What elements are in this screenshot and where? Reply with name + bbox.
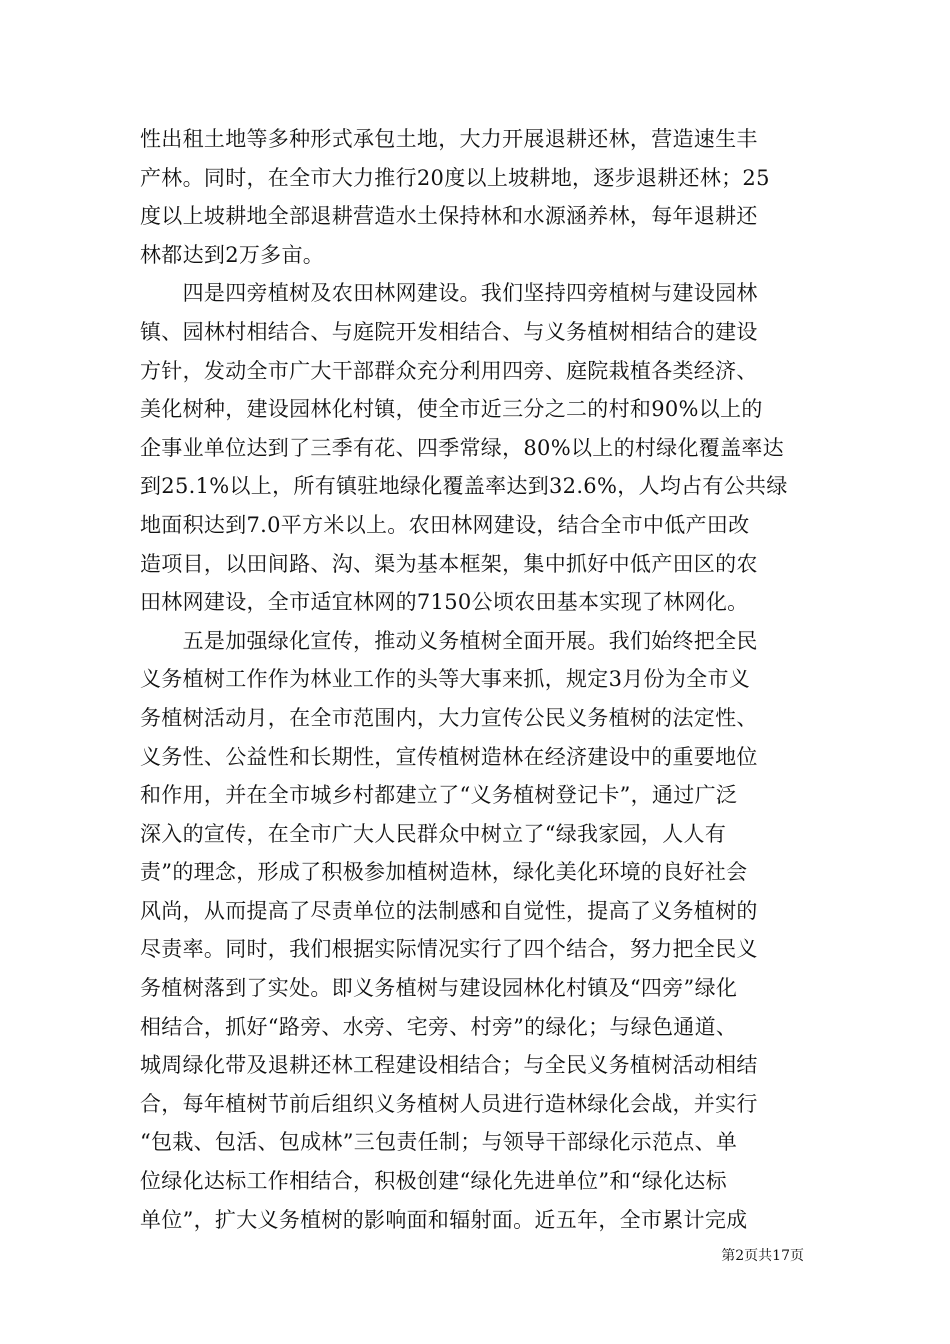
text-line: 和作用，并在全市城乡村都建立了“义务植树登记卡”，通过广泛 (140, 783, 738, 808)
text-line: 地面积达到7.0平方米以上。农田林网建设，结合全市中低产田改 (140, 512, 750, 537)
text-line: 责”的理念，形成了积极参加植树造林，绿化美化环境的良好社会 (140, 860, 748, 885)
text-line: 务植树落到了实处。即义务植树与建设园林化村镇及“四旁”绿化 (140, 976, 738, 1001)
paragraph-start-line: 五是加强绿化宣传，推动义务植树全面开展。我们始终把全民 (140, 628, 758, 653)
text-line: 城周绿化带及退耕还林工程建设相结合；与全民义务植树活动相结 (140, 1053, 758, 1078)
text-line: 田林网建设，全市适宜林网的7150公顷农田基本实现了林网化。 (140, 590, 749, 615)
text-line: 义务植树工作作为林业工作的头等大事来抓，规定3月份为全市义 (140, 667, 751, 692)
text-line: 风尚，从而提高了尽责单位的法制感和自觉性，提高了义务植树的 (140, 898, 758, 923)
text-line: 义务性、公益性和长期性，宣传植树造林在经济建设中的重要地位 (140, 744, 758, 769)
text-line: 务植树活动月，在全市范围内，大力宣传公民义务植树的法定性、 (140, 705, 758, 730)
page-number-footer: 第2页共17页 (721, 1248, 804, 1264)
body-text (140, 120, 820, 1239)
text-line: 合，每年植树节前后组织义务植树人员进行造林绿化会战，并实行 (140, 1091, 758, 1116)
text-line: 位绿化达标工作相结合，积极创建“绿化先进单位”和“绿化达标 (140, 1169, 727, 1194)
text-line: 深入的宣传，在全市广大人民群众中树立了“绿我家园，人人有 (140, 821, 727, 846)
text-line: 企事业单位达到了三季有花、四季常绿，80%以上的村绿化覆盖率达 (140, 435, 784, 460)
text-line: 度以上坡耕地全部退耕营造水土保持林和水源涵养林，每年退耕还 (140, 204, 758, 229)
text-line: 方针，发动全市广大干部群众充分利用四旁、庭院栽植各类经济、 (140, 358, 758, 383)
text-line: 尽责率。同时，我们根据实际情况实行了四个结合，努力把全民义 (140, 937, 758, 962)
text-line: 镇、园林村相结合、与庭院开发相结合、与义务植树相结合的建设 (140, 319, 758, 344)
paragraph-start-line: 四是四旁植树及农田林网建设。我们坚持四旁植树与建设园林 (140, 281, 758, 306)
text-line: 到25.1%以上，所有镇驻地绿化覆盖率达到32.6%，人均占有公共绿 (140, 474, 788, 499)
text-line: 相结合，抓好“路旁、水旁、宅旁、村旁”的绿化；与绿色通道、 (140, 1014, 738, 1039)
text-line: 林都达到2万多亩。 (140, 242, 325, 267)
text-line: 单位”，扩大义务植树的影响面和辐射面。近五年，全市累计完成 (140, 1207, 748, 1232)
text-line: “包栽、包活、包成林”三包责任制；与领导干部绿化示范点、单 (140, 1130, 738, 1155)
text-line: 性出租土地等多种形式承包土地，大力开展退耕还林，营造速生丰 (140, 127, 758, 151)
text-line: 造项目，以田间路、沟、渠为基本框架，集中抓好中低产田区的农 (140, 551, 758, 576)
text-line: 产林。同时，在全市大力推行20度以上坡耕地，逐步退耕还林；25 (140, 165, 770, 190)
text-line: 美化树种，建设园林化村镇，使全市近三分之二的村和90%以上的 (140, 397, 763, 422)
